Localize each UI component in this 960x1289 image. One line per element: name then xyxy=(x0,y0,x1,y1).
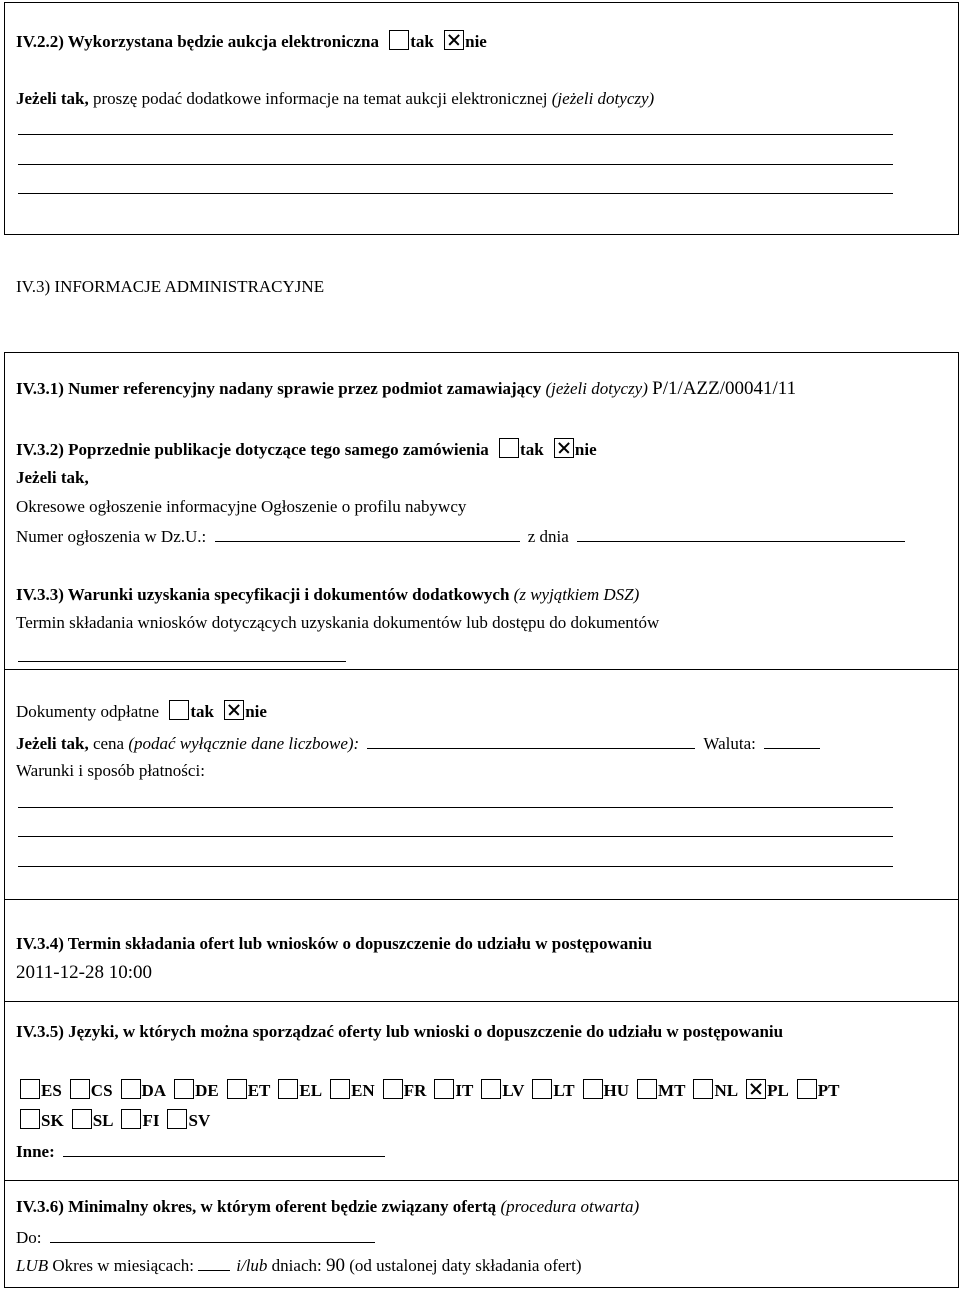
prior-pub-row xyxy=(16,438,597,460)
price-if-yes: Jeżeli tak, xyxy=(16,734,89,753)
language-checkbox-hu[interactable] xyxy=(583,1079,603,1099)
validity-days-tail: (od ustalonej daty składania ofert) xyxy=(344,1256,582,1275)
language-checkbox-pl[interactable] xyxy=(746,1079,766,1099)
language-checkbox-it[interactable] xyxy=(434,1079,454,1099)
validity-do-field[interactable] xyxy=(50,1226,375,1243)
language-checkbox-fr[interactable] xyxy=(383,1079,403,1099)
reference-label: IV.3.1) Numer referencyjny nadany sprawie przez podmiot zamawiający xyxy=(16,379,542,398)
prior-pub-nie-label: nie xyxy=(574,440,597,459)
language-code: PT xyxy=(817,1081,840,1100)
languages-row-1 xyxy=(20,1079,848,1101)
validity-do-label: Do: xyxy=(16,1228,42,1247)
prior-pub-tak-checkbox[interactable] xyxy=(499,438,519,458)
payment-line-1[interactable] xyxy=(18,807,893,808)
language-checkbox-sl[interactable] xyxy=(72,1109,92,1129)
validity-period-row xyxy=(16,1254,581,1276)
paid-docs-row xyxy=(16,700,267,722)
language-option-et[interactable] xyxy=(227,1079,271,1101)
validity-months-label: Okres w miesiącach: xyxy=(48,1256,199,1275)
language-checkbox-en[interactable] xyxy=(330,1079,350,1099)
validity-label: IV.3.6) Minimalny okres, w którym oferent będzie związany ofertą xyxy=(16,1197,497,1216)
spec-label: IV.3.3) Warunki uzyskania specyfikacji i dokumentów dodatkowych xyxy=(16,585,510,604)
language-option-el[interactable] xyxy=(278,1079,322,1101)
language-code: SV xyxy=(188,1111,211,1130)
language-option-mt[interactable] xyxy=(637,1079,685,1101)
prior-pub-if-yes: Jeżeli tak, xyxy=(16,468,89,487)
language-option-fr[interactable] xyxy=(383,1079,427,1101)
auction-info-line-3[interactable] xyxy=(18,193,893,194)
spec-row xyxy=(16,585,639,605)
language-code: MT xyxy=(658,1081,686,1100)
prior-pub-notice-type: Okresowe ogłoszenie informacyjne Ogłoszenie o profilu nabywcy xyxy=(16,497,467,516)
language-checkbox-pt[interactable] xyxy=(797,1079,817,1099)
auction-nie-checkbox[interactable] xyxy=(444,30,464,50)
language-checkbox-de[interactable] xyxy=(174,1079,194,1099)
language-checkbox-da[interactable] xyxy=(121,1079,141,1099)
validity-days-label: dniach: xyxy=(267,1256,326,1275)
auction-if-yes: Jeżeli tak, xyxy=(16,89,89,108)
language-checkbox-mt[interactable] xyxy=(637,1079,657,1099)
validity-months-field[interactable] xyxy=(198,1254,230,1271)
spec-deadline-label: Termin składania wniosków dotyczących uzyskania dokumentów lub dostępu do dokumentów xyxy=(16,613,660,632)
language-option-it[interactable] xyxy=(434,1079,473,1101)
language-checkbox-lt[interactable] xyxy=(532,1079,552,1099)
language-code: SL xyxy=(92,1111,114,1130)
payment-line-3[interactable] xyxy=(18,866,893,867)
offer-deadline-value: 2011-12-28 10:00 xyxy=(16,962,152,983)
language-code: LT xyxy=(553,1081,575,1100)
reference-if-applicable: (jeżeli dotyczy) xyxy=(541,379,653,398)
reference-row xyxy=(16,379,796,399)
currency-label: Waluta: xyxy=(703,734,756,753)
language-option-es[interactable] xyxy=(20,1079,62,1101)
admin-heading: IV.3) INFORMACJE ADMINISTRACYJNE xyxy=(16,277,325,296)
auction-nie-label: nie xyxy=(465,32,487,51)
validity-row xyxy=(16,1197,639,1217)
language-checkbox-et[interactable] xyxy=(227,1079,247,1099)
auction-tak-checkbox[interactable] xyxy=(389,30,409,50)
auction-tak-label: tak xyxy=(410,32,434,51)
auction-info-line-1[interactable] xyxy=(18,134,893,135)
language-checkbox-el[interactable] xyxy=(278,1079,298,1099)
language-code: SK xyxy=(41,1111,64,1130)
paid-docs-label: Dokumenty odpłatne xyxy=(16,702,160,721)
language-option-pl[interactable] xyxy=(746,1079,789,1101)
language-option-hu[interactable] xyxy=(583,1079,630,1101)
auction-heading: IV.2.2) Wykorzystana będzie aukcja elektroniczna xyxy=(16,32,379,51)
languages-label: IV.3.5) Języki, w których można sporządzać oferty lub wnioski o dopuszczenie do udziału w postępowaniu xyxy=(16,1022,784,1041)
language-option-sv[interactable] xyxy=(167,1109,210,1131)
language-checkbox-nl[interactable] xyxy=(693,1079,713,1099)
language-option-en[interactable] xyxy=(330,1079,375,1101)
language-option-cs[interactable] xyxy=(70,1079,113,1101)
payment-label: Warunki i sposób płatności: xyxy=(16,761,205,780)
validity-ilub: i/lub xyxy=(236,1256,268,1275)
offer-deadline-label: IV.3.4) Termin składania ofert lub wniosków o dopuszczenie do udziału w postępowaniu xyxy=(16,934,652,953)
price-hint: (podać wyłącznie dane liczbowe): xyxy=(128,734,360,753)
other-language-field[interactable] xyxy=(63,1140,385,1157)
validity-procedure: (procedura otwarta) xyxy=(496,1197,640,1216)
prior-pub-number-label: Numer ogłoszenia w Dz.U.: xyxy=(16,527,207,546)
language-code: LV xyxy=(502,1081,525,1100)
language-code: NL xyxy=(714,1081,739,1100)
auction-info-line-2[interactable] xyxy=(18,164,893,165)
language-code: FR xyxy=(403,1081,427,1100)
auction-heading-row xyxy=(16,30,487,52)
paid-docs-tak-checkbox[interactable] xyxy=(169,700,189,720)
language-option-nl[interactable] xyxy=(693,1079,738,1101)
language-option-de[interactable] xyxy=(174,1079,219,1101)
language-code: DE xyxy=(195,1081,219,1100)
prior-pub-date-label: z dnia xyxy=(527,527,569,546)
spec-except: (z wyjątkiem DSZ) xyxy=(509,585,640,604)
language-checkbox-cs[interactable] xyxy=(70,1079,90,1099)
language-checkbox-es[interactable] xyxy=(20,1079,40,1099)
payment-line-2[interactable] xyxy=(18,836,893,837)
price-label: cena xyxy=(88,734,129,753)
language-checkbox-lv[interactable] xyxy=(481,1079,501,1099)
prior-pub-tak-label: tak xyxy=(520,440,544,459)
prior-pub-label: IV.3.2) Poprzednie publikacje dotyczące tego samego zamówienia xyxy=(16,440,489,459)
auction-if-yes-text: proszę podać dodatkowe informacje na temat aukcji elektronicznej xyxy=(88,89,552,108)
language-code: ET xyxy=(247,1081,271,1100)
prior-pub-date-field[interactable] xyxy=(577,525,905,542)
language-code: DA xyxy=(141,1081,167,1100)
paid-docs-tak-label: tak xyxy=(190,702,214,721)
language-checkbox-fi[interactable] xyxy=(121,1109,141,1129)
languages-row-2 xyxy=(20,1109,218,1131)
prior-pub-number-row xyxy=(16,525,905,547)
other-language-label: Inne: xyxy=(16,1142,55,1161)
validity-days-value: 90 xyxy=(325,1255,345,1276)
language-code: PL xyxy=(767,1081,789,1100)
language-option-fi[interactable] xyxy=(121,1109,159,1131)
currency-field[interactable] xyxy=(764,732,820,749)
price-field[interactable] xyxy=(367,732,695,749)
language-option-pt[interactable] xyxy=(797,1079,840,1101)
auction-info-row xyxy=(16,89,654,109)
language-option-da[interactable] xyxy=(121,1079,167,1101)
language-code: EL xyxy=(299,1081,323,1100)
auction-if-applicable: (jeżeli dotyczy) xyxy=(551,89,655,108)
validity-do-row xyxy=(16,1226,375,1248)
other-language-row xyxy=(16,1140,385,1162)
validity-lub: LUB xyxy=(16,1256,49,1275)
spec-deadline-field[interactable] xyxy=(18,661,346,662)
reference-number: P/1/AZZ/00041/11 xyxy=(652,378,797,399)
language-code: IT xyxy=(455,1081,474,1100)
language-code: FI xyxy=(142,1111,160,1130)
prior-pub-number-field[interactable] xyxy=(215,525,520,542)
price-row xyxy=(16,732,820,754)
language-option-lt[interactable] xyxy=(532,1079,574,1101)
language-code: HU xyxy=(603,1081,630,1100)
prior-pub-nie-checkbox[interactable] xyxy=(554,438,574,458)
language-checkbox-sk[interactable] xyxy=(20,1109,40,1129)
language-option-lv[interactable] xyxy=(481,1079,524,1101)
language-code: EN xyxy=(351,1081,375,1100)
language-code: ES xyxy=(41,1081,62,1100)
paid-docs-nie-checkbox[interactable] xyxy=(224,700,244,720)
language-option-sk[interactable] xyxy=(20,1109,64,1131)
paid-docs-nie-label: nie xyxy=(245,702,267,721)
language-code: CS xyxy=(90,1081,113,1100)
language-option-sl[interactable] xyxy=(72,1109,114,1131)
language-checkbox-sv[interactable] xyxy=(167,1109,187,1129)
